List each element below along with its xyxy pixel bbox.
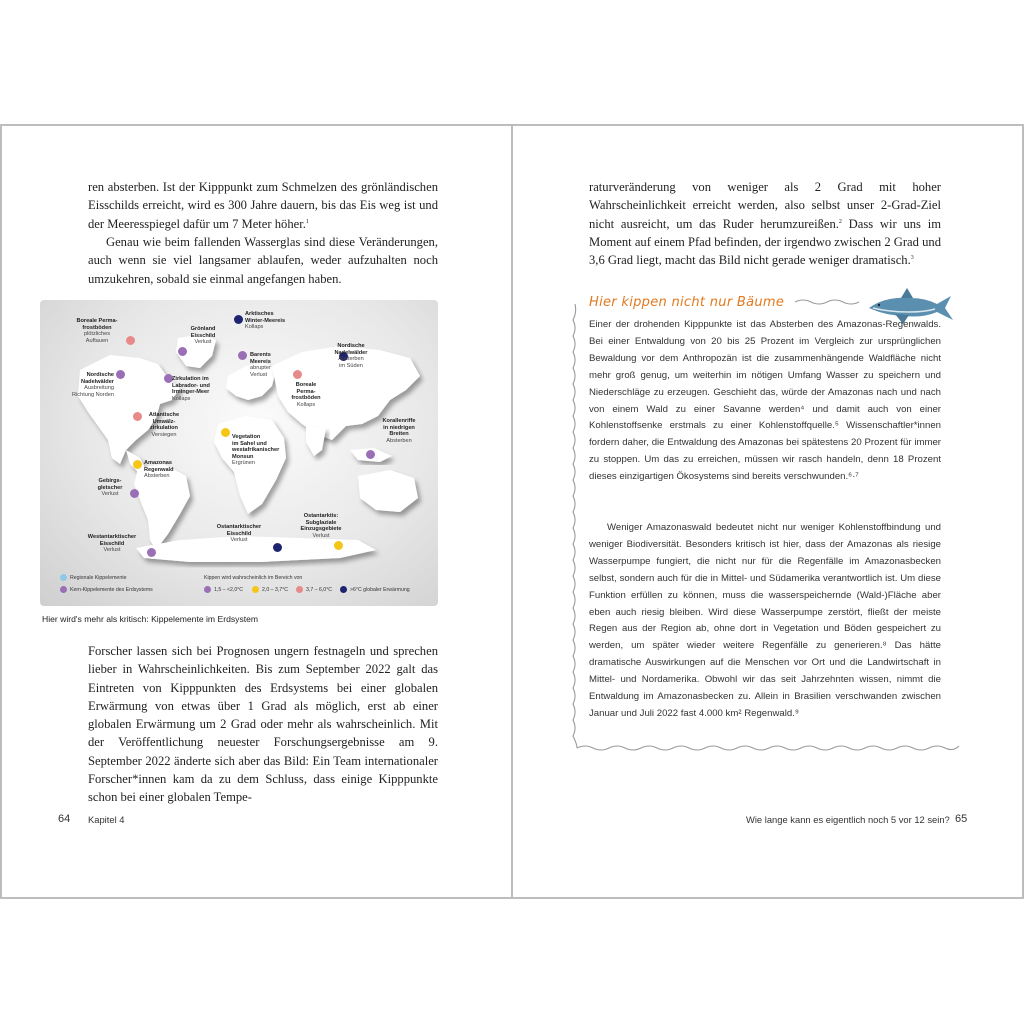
label-barents	[250, 352, 286, 378]
left-second-paragraph: Genau wie beim fallenden Wasserglas sind diese Veränderungen, auch wenn sie viel langsamer ablaufen, weder aufzuhalten noch umzukehren, sobald sie einmal angefangen haben.	[88, 235, 438, 286]
legend-range4-label: >6°C globaler Erwärmung	[350, 587, 410, 593]
running-head-right: Wie lange kann es eigentlich noch 5 vor 12 sein?	[746, 814, 950, 825]
india-shape	[306, 426, 326, 456]
right-top-text-a: raturveränderung von weniger als 2 Grad mit hoher Wahrscheinlichkeit erreicht werden, also selbst unser 2-Grad-Ziel nicht ausreicht, um das Ruder herumzureißen.	[589, 180, 941, 231]
footnote-ref: 3	[910, 255, 914, 261]
legend-range1-swatch	[204, 586, 211, 593]
box-title: Hier kippen nicht nur Bäume	[589, 295, 785, 310]
label-groenland	[182, 326, 224, 346]
label-vegetation	[232, 434, 294, 467]
label-sub: plötzliches Auftauen	[83, 331, 111, 344]
label-title: Nordische Nadelwälder	[334, 343, 368, 356]
legend-range2-label: 2,0 – 3,7°C	[262, 587, 289, 593]
label-amazonas	[144, 460, 178, 480]
label-title: Korallenriffe in niedrigen Breiten	[382, 418, 416, 438]
label-sub: Kollaps	[172, 395, 191, 402]
label-gebirge	[92, 478, 128, 498]
label-title: Ostantarktischer Eisschild	[216, 524, 262, 537]
marker-arktis	[234, 315, 243, 324]
right-top-text-b: Dass wir uns im Moment auf einem Pfad befinden, der irgendwo zwischen 2 Grad und 3,6 Grad liegt, macht das Bild nicht gerade weniger dramatisch.	[589, 216, 941, 268]
label-sub: Kollaps	[245, 324, 264, 331]
label-title: Grönland Eisschild	[190, 326, 216, 339]
footnote-ref: 2	[838, 218, 842, 225]
legend-kern-label: Kern-Kippelemente des Erdsystems	[70, 587, 153, 593]
marker-ost-antarktis	[273, 543, 282, 552]
left-bottom-paragraph: Forscher lassen sich bei Prognosen ungern festnageln und sprechen lieber in Wahrscheinlichkeiten. Bis zum September 2022 galt das Eintreten von Kipppunkten des Erdsystems bei einer globalen Erwärmung von etwas über 1 Grad als möglich, erst ab einer globalen Erwärmung um 2 Grad oder mehr als wahrscheinlich. Mit der Veröffentlichung neuester Forschungsergebnisse am 9. September 2022 änderte sich aber das Bild: Ein Team internationaler Forscher*innen kam da zu dem Schluss, dass einige Kipppunkte schon bei einer globalen Tempe-	[88, 644, 438, 805]
label-sub: Verlust	[230, 537, 248, 544]
left-page	[0, 124, 513, 899]
label-title: Vegetation im Sahel und westafrikanischer Monsun	[232, 434, 280, 460]
page-number-right: 65	[955, 813, 968, 825]
label-title: Ostantarktis: Subglaziale Einzugsgebiete	[300, 513, 342, 533]
legend-regional-label: Regionale Kippelemente	[70, 575, 127, 581]
label-title: Barents Meereis	[250, 352, 271, 365]
right-top-paragraph	[589, 178, 941, 269]
label-sub: Verlust	[101, 491, 119, 498]
label-zirkulation	[172, 376, 224, 402]
label-title: Zirkulation im Labrador- und Irminger-Meer	[172, 376, 210, 396]
label-title: Arktisches Winter-Meereis	[245, 311, 286, 324]
running-head-left: Kapitel 4	[88, 814, 125, 825]
label-sub: Verlust	[194, 339, 212, 346]
legend-regional-swatch	[60, 574, 67, 581]
label-boreal-perma2	[286, 382, 326, 408]
label-title: Boreale Perma- frostböden	[291, 382, 321, 402]
label-sub: Absterben im Süden	[338, 356, 364, 369]
label-sub: Absterben	[386, 437, 412, 444]
label-title: Gebirgs- gletscher	[97, 478, 123, 491]
label-sub: Verlust	[312, 532, 330, 539]
marker-ost-antarktis2	[334, 541, 343, 550]
label-title: Boreale Perma- frostböden	[76, 318, 118, 331]
label-atlantisch	[140, 412, 188, 438]
label-sub: Ausbreitung Richtung Norden	[72, 385, 114, 398]
marker-west-antarktis	[147, 548, 156, 557]
label-sub: Kollaps	[296, 401, 316, 408]
marker-nord-nadel-west	[116, 370, 125, 379]
label-ost-antarktis2	[296, 513, 346, 539]
label-title: Atlantische Umwälz- zirkulation	[148, 412, 180, 432]
label-title: Westantarktischer Eisschild	[87, 534, 137, 547]
label-nord-nadel-east	[326, 343, 376, 369]
left-top-text: ren absterben. Ist der Kipppunkt zum Schmelzen des grönländischen Eisschilds erreicht, wird es 300 Jahre dauern, bis das Eis weg ist und der Meeresspiegel dafür um 7 Meter höher.	[88, 180, 438, 231]
figure-caption: Hier wird's mehr als kritisch: Kippelemente im Erdsystem	[42, 614, 259, 624]
box-paragraph-1: Einer der drohenden Kipppunkte ist das Absterben des Amazonas-Regenwalds. Bei einer Entwaldung von 20 bis 25 Prozent im Vergleich zur ursprünglichen Bewaldung vor dem Anthropozän ist die zusammenhängende Waldfläche nicht mehr groß genug, um weiterhin im nötigen Umfang Wasser zu speichern und Niederschläge zu erzeugen. Geschieht das, würde der Amazonas nach und nach von einem Wald zu einer Savanne werden⁴ und damit auch von einer Kohlenstoffsenke erstmals zu einer Kohlenstoffquelle.⁵ Wissenschaftler*innen fordern daher, die Entwaldung des Amazonas bei spätestens 20 Prozent für immer zu stoppen. Um das zu erreichen, müssen wir rasch handeln, denn 18 Prozent dieses einzigartigen Ökosystems sind bereits verschwunden.⁶·⁷	[589, 319, 941, 483]
label-sub: Ergrünen	[232, 460, 256, 467]
label-korallen	[376, 418, 422, 444]
label-boreal-perma	[66, 318, 128, 344]
legend-range-title: Kippen wird wahrscheinlich im Bereich von	[204, 575, 303, 581]
legend-range2-swatch	[252, 586, 259, 593]
legend-kern-swatch	[60, 586, 67, 593]
label-title: Amazonas Regenwald	[144, 460, 174, 473]
tipping-elements-map	[40, 300, 438, 606]
left-top-paragraph	[88, 178, 438, 233]
label-sub: abrupter Verlust	[250, 365, 271, 378]
marker-gebirge	[130, 489, 139, 498]
legend-range3-label: 3,7 – 6,0°C	[306, 587, 333, 593]
marker-amazonas	[133, 460, 142, 469]
right-page	[511, 124, 1024, 899]
label-west-antarktis	[80, 534, 144, 554]
legend-range4-swatch	[340, 586, 347, 593]
page-number-left: 64	[58, 813, 71, 825]
legend-range3-swatch	[296, 586, 303, 593]
footnote-ref: 1	[305, 218, 309, 225]
legend-range1-label: 1,5 – <2,0°C	[214, 587, 244, 593]
box-paragraph-2: Weniger Amazonaswald bedeutet nicht nur weniger Kohlenstoffbindung und weniger Biodiversität. Besonders kritisch ist hier, dass der Amazonas als riesige Wasserpumpe fungiert, die nicht nur für die Regenfälle im Amazonasbecken selbst, sondern auch für die in Mittel- und Südamerika verantwortlich ist. Um diese Funktion erfüllen zu können, muss die wasserspeichernde (Wald-)Fläche aber eben auch riesig bleiben. Wird diese Wasserpumpe zerstört, fließt der meiste Regen aus der Region ab, ohne dort in Vegetation und Böden gespeichert zu werden, um später wieder weitere Regenfälle zu generieren.⁸ Das hätte dramatische Auswirkungen auf die Menschen vor Ort und die Landwirtschaft in Mittel- und Nordamerika. Obwohl wir das seit Jahrzehnten wissen, nimmt die Entwaldung im Amazonasbecken zu. Allein in Brasilien verschwanden zwischen Januar und Juli 2022 fast 4.000 km² Regenwald.⁹	[589, 522, 941, 719]
label-nord-nadel-west	[54, 372, 114, 398]
label-title: Nordische Nadelwälder	[81, 372, 114, 385]
marker-groenland	[178, 347, 187, 356]
marker-barents	[238, 351, 247, 360]
marker-vegetation	[221, 428, 230, 437]
australia-shape	[358, 470, 418, 512]
label-arktis	[245, 311, 305, 331]
label-sub: Absterben	[144, 473, 170, 480]
label-ost-antarktis	[208, 524, 270, 544]
marker-korallen	[366, 450, 375, 459]
marker-boreal-perma2	[293, 370, 302, 379]
label-sub: Versiegen	[151, 431, 177, 438]
label-sub: Verlust	[103, 547, 121, 554]
